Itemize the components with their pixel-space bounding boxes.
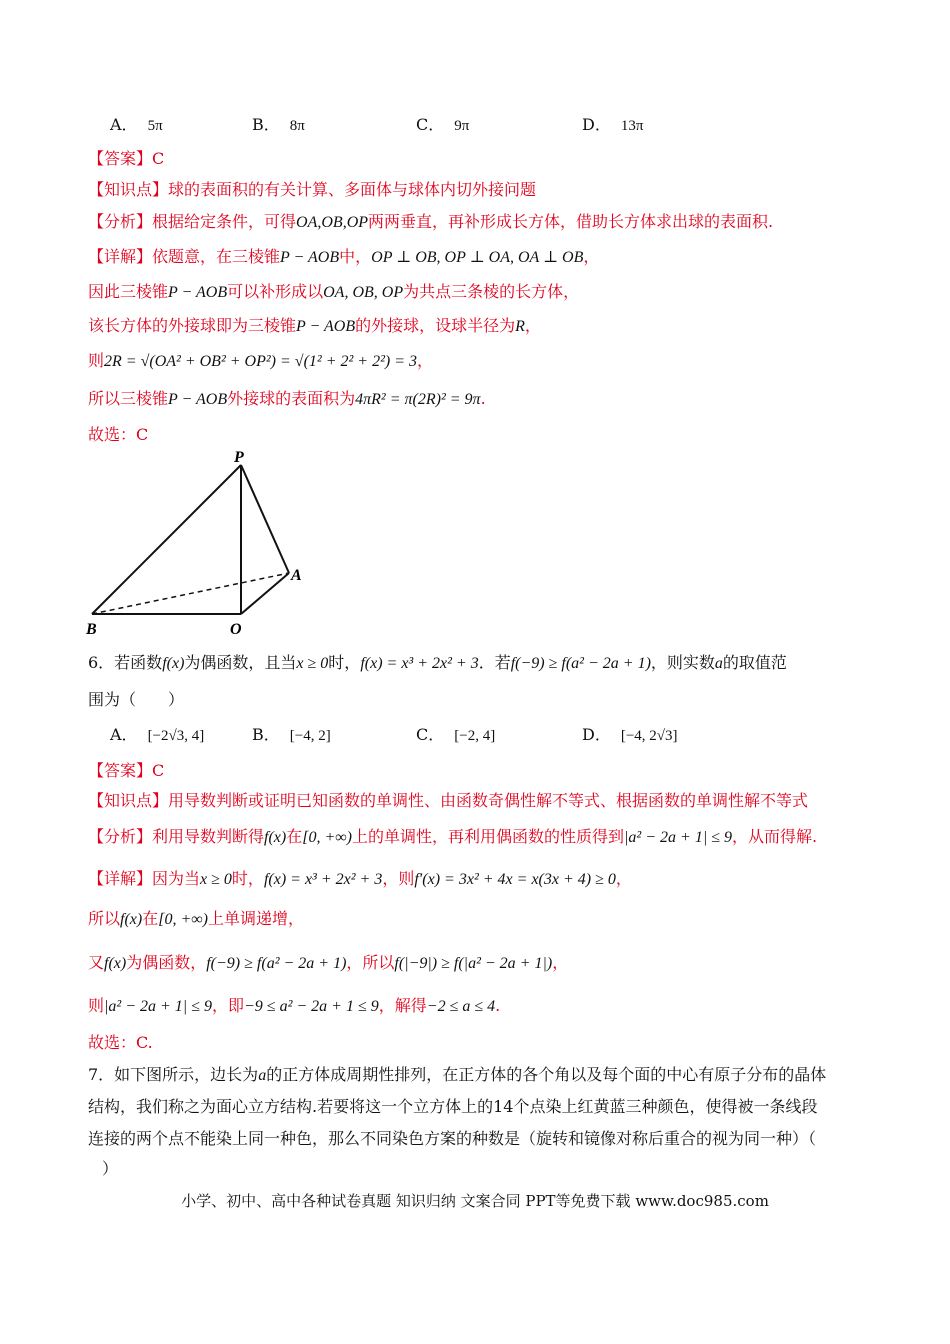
label-a: A bbox=[291, 567, 302, 584]
q5-analysis: 【分析】根据给定条件，可得OA,OB,OP两两垂直，再补形成长方体，借助长方体求出球的表面积. bbox=[88, 212, 774, 231]
edge-pa bbox=[241, 465, 289, 573]
q6-final-answer: 故选：C. bbox=[88, 1033, 153, 1052]
q6-knowledge-point: 【知识点】用导数判断或证明已知函数的单调性、由函数奇偶性解不等式、根据函数的单调性解不等式 bbox=[88, 791, 809, 810]
q7-stem-line-3: 连接的两个点不能染上同一种色，那么不同染色方案的种数是（旋转和镜像对称后重合的视为同一种）（ bbox=[88, 1129, 817, 1148]
q6-detail-line-3: 又f(x)为偶函数，f(−9) ≥ f(a² − 2a + 1)，所以f(|−9|) ≥ f(|a² − 2a + 1|)， bbox=[88, 953, 569, 972]
q7-stem-line-2: 结构，我们称之为面心立方结构.若要将这一个立方体上的14个点染上红黄蓝三种颜色，使得被一条线段 bbox=[88, 1097, 818, 1116]
q5-answer: 【答案】C bbox=[88, 149, 165, 168]
q6-answer: 【答案】C bbox=[88, 761, 165, 780]
q5-knowledge-point: 【知识点】球的表面积的有关计算、多面体与球体内切外接问题 bbox=[88, 180, 537, 199]
q5-option-a[interactable]: A． 5π bbox=[110, 115, 163, 134]
q6-option-a[interactable]: A． [−2√3, 4] bbox=[110, 725, 205, 744]
edge-ba-hidden bbox=[92, 573, 289, 614]
q6-detail-line-1: 【详解】因为当x ≥ 0时，f(x) = x³ + 2x² + 3，则f′(x) = 3x² + 4x = x(3x + 4) ≥ 0， bbox=[88, 869, 632, 888]
label-b: B bbox=[86, 621, 97, 638]
q5-final-answer: 故选：C bbox=[88, 425, 149, 444]
q5-option-d[interactable]: D． 13π bbox=[582, 115, 644, 134]
label-o: O bbox=[230, 621, 242, 638]
q5-option-b[interactable]: B． 8π bbox=[252, 115, 305, 134]
q5-detail-line-3: 该长方体的外接球即为三棱锥P − AOB的外接球，设球半径为R， bbox=[88, 316, 541, 335]
q5-detail-line-1: 【详解】依题意，在三棱锥P − AOB中，OP ⊥ OB, OP ⊥ OA, OA ⊥ OB， bbox=[88, 247, 600, 266]
q6-detail-line-2: 所以f(x)在[0, +∞)上单调递增， bbox=[88, 909, 305, 928]
pyramid-figure bbox=[84, 450, 314, 640]
page-footer: 小学、初中、高中各种试卷真题 知识归纳 文案合同 PPT等免费下载 www.doc985.com bbox=[181, 1192, 769, 1210]
label-p: P bbox=[234, 450, 244, 466]
edge-pb bbox=[92, 465, 241, 614]
q7-stem-line-1: 7．如下图所示，边长为a的正方体成周期性排列，在正方体的各个角以及每个面的中心有原子分布的晶体 bbox=[88, 1065, 827, 1084]
q6-stem-line-2: 围为（ ） bbox=[88, 690, 185, 709]
q6-detail-line-4: 则|a² − 2a + 1| ≤ 9，即−9 ≤ a² − 2a + 1 ≤ 9，解得−2 ≤ a ≤ 4. bbox=[88, 996, 501, 1015]
q6-stem-line-1: 6．若函数f(x)为偶函数，且当x ≥ 0时，f(x) = x³ + 2x² + 3．若f(−9) ≥ f(a² − 2a + 1)，则实数a的取值范 bbox=[88, 653, 787, 672]
q5-detail-line-2: 因此三棱锥P − AOB可以补形成以OA, OB, OP为共点三条棱的长方体， bbox=[88, 282, 580, 301]
q5-detail-line-5: 所以三棱锥P − AOB外接球的表面积为4πR² = π(2R)² = 9π. bbox=[88, 389, 486, 408]
q5-detail-line-4: 则2R = √(OA² + OB² + OP²) = √(1² + 2² + 2²) = 3， bbox=[88, 351, 434, 370]
q6-option-b[interactable]: B． [−4, 2] bbox=[252, 725, 331, 744]
q6-analysis: 【分析】利用导数判断得f(x)在[0, +∞)上的单调性，再利用偶函数的性质得到|a² − 2a + 1| ≤ 9，从而得解. bbox=[88, 827, 818, 846]
edge-oa bbox=[241, 573, 289, 614]
q5-option-c[interactable]: C． 9π bbox=[416, 115, 470, 134]
q6-option-d[interactable]: D． [−4, 2√3] bbox=[582, 725, 678, 744]
q7-stem-line-4: ） bbox=[102, 1159, 119, 1178]
q6-option-c[interactable]: C． [−2, 4] bbox=[416, 725, 496, 744]
